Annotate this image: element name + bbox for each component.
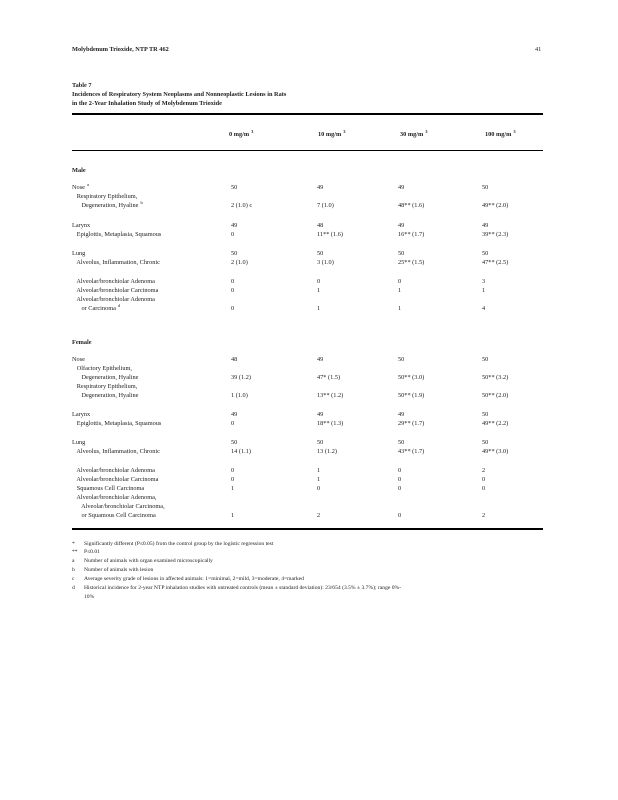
table-cell: 7 (1.0) — [317, 202, 334, 209]
table-row — [0, 287, 618, 296]
footnote — [72, 549, 100, 555]
table-cell: 25** (1.5) — [398, 259, 425, 266]
table-cell: 39 (1.2) — [231, 374, 251, 381]
table-cell: 0 — [231, 420, 235, 427]
table-cell: 0 — [398, 476, 402, 483]
column-header: 10 mg/m $^3$ — [318, 129, 346, 138]
column-header: 0 mg/m $^3$ — [229, 129, 254, 138]
table-cell: 49 — [398, 411, 405, 418]
table-cell: 49** (2.2) — [482, 420, 509, 427]
table-cell: 0 — [231, 278, 235, 285]
footnote-text: Significantly different (P≤0.05) from the control group by the logistic regression test — [84, 541, 274, 547]
row-label: Lung — [72, 250, 86, 257]
table-cell: 50 — [482, 250, 489, 257]
footnote — [72, 567, 153, 573]
table-row — [0, 383, 618, 392]
table-row — [0, 296, 618, 305]
table-cell: 2 — [482, 467, 486, 474]
table-row — [0, 512, 618, 521]
footnote-text: Average severity grade of lesions in affected animals: 1=minimal, 2=mild, 3=moderate, 4=marked — [84, 576, 304, 582]
table-cell: 50 — [482, 411, 489, 418]
table-cell: 0 — [231, 476, 235, 483]
table-cell: 2 — [317, 512, 321, 519]
table-cell: 50 — [482, 439, 489, 446]
table-cell: 1 — [317, 287, 321, 294]
table-row — [0, 231, 618, 240]
row-label: Alveolar/bronchiolar Adenoma — [72, 296, 155, 303]
table-cell: 2 (1.0) — [231, 259, 248, 266]
table-cell: 0 — [231, 467, 235, 474]
footnote — [72, 576, 304, 582]
table-cell: 1 — [398, 287, 402, 294]
header-rule — [72, 150, 543, 151]
footnote — [72, 585, 401, 591]
row-label: Olfactory Epithelium, — [72, 365, 132, 372]
table-cell: 1 — [231, 512, 235, 519]
table-row — [0, 365, 618, 374]
row-label: Alveolar/bronchiolar Carcinoma, — [72, 503, 165, 510]
row-label: Alveolar/bronchiolar Carcinoma — [72, 476, 159, 483]
footnote-mark: a — [72, 558, 75, 564]
row-label: Respiratory Epithelium, — [72, 193, 138, 200]
row-label: Degeneration, Hyaline — [72, 392, 139, 399]
table-row — [0, 448, 618, 457]
table-label: Table 7 — [72, 82, 92, 89]
table-cell: 2 (1.0) c — [231, 202, 253, 209]
table-row — [0, 374, 618, 383]
table-row — [0, 193, 618, 202]
table-cell: 0 — [398, 512, 402, 519]
table-cell: 50** (3.2) — [482, 374, 509, 381]
row-label: Alveolus, Inflammation, Chronic — [72, 448, 160, 455]
table-cell: 50 — [231, 250, 238, 257]
table-cell: 47** (2.5) — [482, 259, 509, 266]
table-row — [0, 278, 618, 287]
row-label: Alveolus, Inflammation, Chronic — [72, 259, 160, 266]
table-cell: 3 — [482, 278, 486, 285]
row-label: Larynx — [72, 222, 91, 229]
table-cell: 50 — [317, 439, 324, 446]
footnote-text: P≤0.01 — [84, 549, 100, 555]
row-label: Alveolar/bronchiolar Adenoma — [72, 278, 155, 285]
page-number: 41 — [535, 46, 542, 53]
row-label: Lung — [72, 439, 86, 446]
table-row — [0, 503, 618, 512]
row-label: Squamous Cell Carcinoma — [72, 485, 145, 492]
table-row — [0, 356, 618, 365]
row-label: Larynx — [72, 411, 91, 418]
table-cell: 49 — [317, 184, 324, 191]
table-cell: 50 — [482, 184, 489, 191]
table-cell: 0 — [398, 485, 402, 492]
table-cell: 1 — [231, 485, 235, 492]
footnote — [72, 594, 94, 600]
table-cell: 13 (1.2) — [317, 448, 337, 455]
table-cell: 2 — [482, 512, 486, 519]
row-label: Epiglottis, Metaplasia, Squamous — [72, 231, 162, 238]
footnote-text: 10% — [84, 594, 95, 600]
row-label: Nose $^a$ — [72, 182, 89, 191]
table-cell: 48 — [317, 222, 324, 229]
footnote-marker: a — [86, 182, 89, 187]
footnote-mark: * — [72, 541, 75, 547]
table-cell: 0 — [482, 485, 486, 492]
table-cell: 49 — [398, 184, 405, 191]
footnote-mark: d — [72, 585, 75, 591]
footnote-mark: c — [72, 576, 75, 582]
table-cell: 16** (1.7) — [398, 231, 425, 238]
table-cell: 50 — [317, 250, 324, 257]
running-header: Molybdenum Trioxide, NTP TR 462 — [72, 46, 169, 53]
footnote-text: Number of animals with organ examined microscopically — [84, 558, 213, 564]
table-row — [0, 305, 618, 314]
row-label: Degeneration, Hyaline — [72, 374, 139, 381]
table-cell: 49 — [482, 222, 489, 229]
table-cell: 1 (1.0) — [231, 392, 248, 399]
footnote-text: Number of animals with lesion — [84, 567, 154, 573]
table-cell: 49 — [398, 222, 405, 229]
section-heading-female: Female — [72, 339, 92, 346]
table-cell: 29** (1.7) — [398, 420, 425, 427]
row-label: Respiratory Epithelium, — [72, 383, 138, 390]
table-cell: 1 — [317, 476, 321, 483]
footnote — [72, 541, 273, 547]
column-header: 100 mg/m $^3$ — [485, 129, 516, 138]
table-row — [0, 485, 618, 494]
table-cell: 48 — [231, 356, 238, 363]
table-row — [0, 222, 618, 231]
table-cell: 47* (1.5) — [317, 374, 341, 381]
table-cell: 50 — [482, 356, 489, 363]
table-cell: 50 — [398, 250, 405, 257]
table-row — [0, 411, 618, 420]
row-label: or Carcinoma $^d$ — [72, 303, 121, 312]
table-cell: 48** (1.6) — [398, 202, 425, 209]
table-title-line2: in the 2-Year Inhalation Study of Molybdenum Trioxide — [72, 100, 222, 107]
table-cell: 3 (1.0) — [317, 259, 334, 266]
table-row — [0, 259, 618, 268]
footnote-marker: d — [117, 303, 121, 308]
table-row — [0, 467, 618, 476]
footnote-text: Historical incidence for 2-year NTP inhalation studies with untreated controls (mean ± standard deviation): 23/654 (3.5% ± 3.7%); range 0%- — [84, 585, 402, 591]
row-label: Alveolar/bronchiolar Adenoma — [72, 467, 155, 474]
table-cell: 49** (3.0) — [482, 448, 509, 455]
table-cell: 50** (1.9) — [398, 392, 425, 399]
footnote-mark: b — [72, 567, 75, 573]
table-cell: 0 — [231, 305, 235, 312]
table-cell: 49** (2.0) — [482, 202, 509, 209]
footnote-mark: ** — [72, 549, 78, 555]
column-header-row — [0, 131, 618, 140]
table-cell: 50 — [231, 439, 238, 446]
table-cell: 39** (2.3) — [482, 231, 509, 238]
table-row — [0, 420, 618, 429]
table-cell: 49 — [231, 411, 238, 418]
table-bottom-rule — [72, 528, 543, 530]
table-cell: 0 — [317, 278, 321, 285]
table-row — [0, 494, 618, 503]
table-cell: 49 — [317, 356, 324, 363]
table-row — [0, 202, 618, 211]
table-row — [0, 250, 618, 259]
table-cell: 0 — [398, 278, 402, 285]
table-cell: 50 — [398, 356, 405, 363]
row-label: Degeneration, Hyaline $^b$ — [72, 200, 143, 209]
table-cell: 49 — [317, 411, 324, 418]
row-label: Nose — [72, 356, 85, 363]
table-row — [0, 392, 618, 401]
row-label: Alveolar/bronchiolar Carcinoma — [72, 287, 159, 294]
table-cell: 18** (1.3) — [317, 420, 344, 427]
table-row — [0, 184, 618, 193]
table-row — [0, 439, 618, 448]
column-header: 30 mg/m $^3$ — [400, 129, 428, 138]
table-cell: 1 — [317, 305, 321, 312]
table-cell: 49 — [231, 222, 238, 229]
table-cell: 4 — [482, 305, 486, 312]
table-cell: 1 — [317, 467, 321, 474]
table-cell: 50 — [398, 439, 405, 446]
table-cell: 50** (3.0) — [398, 374, 425, 381]
row-label: or Squamous Cell Carcinoma — [72, 512, 156, 519]
table-title-line1: Incidences of Respiratory System Neoplasms and Nonneoplastic Lesions in Rats — [72, 91, 287, 98]
table-cell: 11** (1.6) — [317, 231, 343, 238]
table-cell: 1 — [482, 287, 486, 294]
table-cell: 13** (1.2) — [317, 392, 344, 399]
table-cell: 0 — [231, 287, 235, 294]
table-cell: 0 — [231, 231, 235, 238]
table-cell: 50** (2.0) — [482, 392, 509, 399]
footnote — [72, 558, 213, 564]
table-cell: 50 — [231, 184, 238, 191]
table-row — [0, 476, 618, 485]
table-cell: 14 (1.1) — [231, 448, 251, 455]
table-top-rule — [72, 113, 543, 115]
table-cell: 0 — [398, 467, 402, 474]
table-cell: 43** (1.7) — [398, 448, 425, 455]
table-cell: 0 — [482, 476, 486, 483]
table-cell: 1 — [398, 305, 402, 312]
footnote-marker: b — [140, 200, 143, 205]
table-cell: 0 — [317, 485, 321, 492]
section-heading-male: Male — [72, 167, 86, 174]
row-label: Epiglottis, Metaplasia, Squamous — [72, 420, 162, 427]
row-label: Alveolar/bronchiolar Adenoma, — [72, 494, 157, 501]
